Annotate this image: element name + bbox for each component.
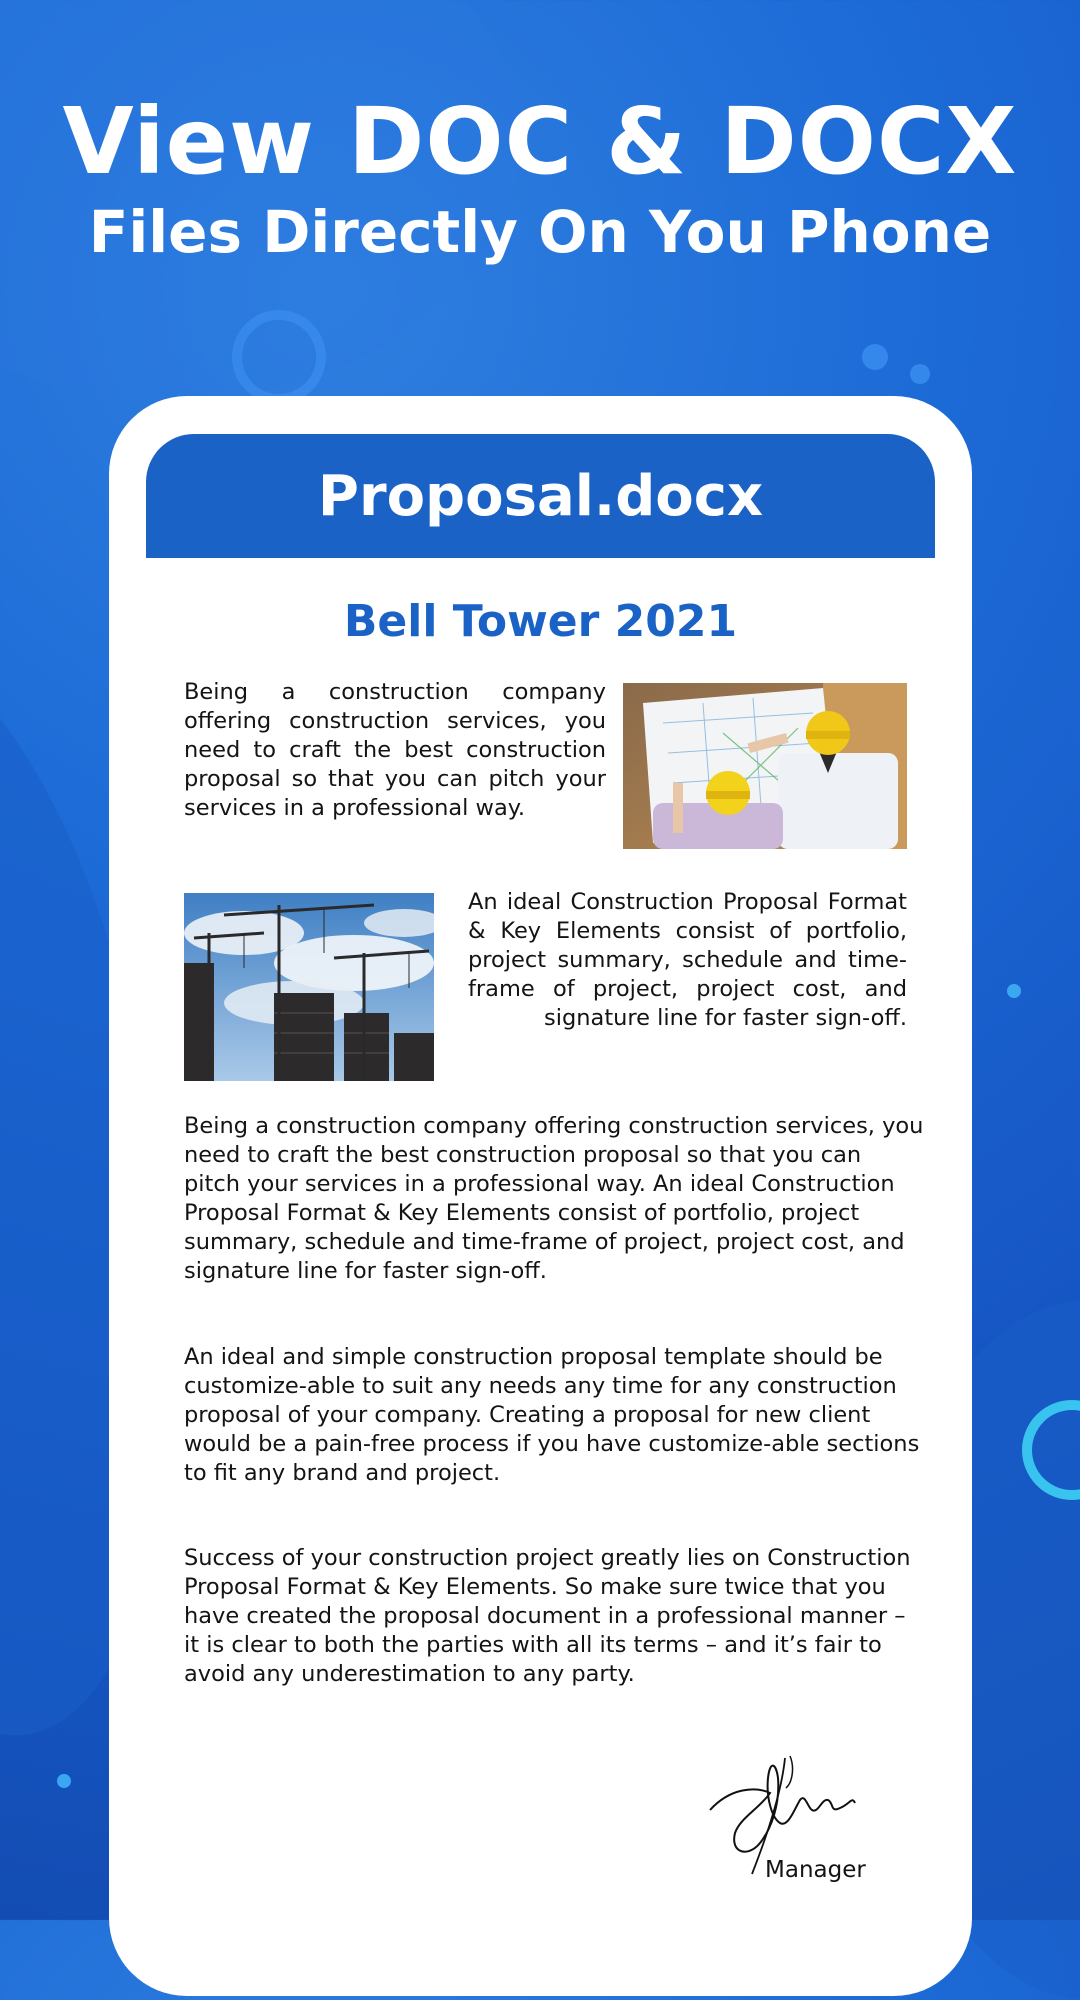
decorative-dot — [862, 344, 888, 370]
document-paragraph: Being a construction company offering construction services, you need to craft the best construction proposal so that you can pitch your services in a professional way. — [184, 679, 606, 821]
decorative-ring — [232, 310, 326, 404]
construction-cranes-image — [184, 893, 434, 1081]
document-header — [146, 434, 935, 558]
headline-title: View DOC & DOCX — [62, 88, 1018, 195]
decorative-dot — [910, 364, 930, 384]
decorative-dot — [1007, 984, 1021, 998]
engineers-blueprint-image — [623, 683, 907, 849]
document-paragraph: Being a construction company offering construction services, you need to craft the best construction proposal so that you can pitch your services in a professional way. An ideal Construction Proposal Format & Key Elements consist of portfolio, project summary, schedule and time-frame of project, project cost, and signature line for faster sign-off. — [184, 1113, 924, 1284]
signature-role: Manager — [765, 1857, 866, 1883]
document-title: Bell Tower 2021 — [343, 596, 738, 647]
document-paragraph: An ideal and simple construction proposal template should be customize-able to suit any needs any time for any construction proposal of your company. Creating a proposal for new client would be a pain-free process if you have customize-able sections to fit any brand and project. — [184, 1344, 920, 1486]
headline-subtitle: Files Directly On You Phone — [88, 198, 992, 266]
document-paragraph: Success of your construction project greatly lies on Construction Proposal Format & Key Elements. So make sure twice that you have created the proposal document in a professional manner – it is clear to both the parties with all its terms – and it’s fair to avoid any underestimation to any party. — [184, 1545, 911, 1687]
decorative-dot — [57, 1774, 71, 1788]
document-paragraph: An ideal Construction Proposal Format & Key Elements consist of portfolio, project summary, schedule and time-frame of project, project cost, and signature line for faster sign-off. — [468, 889, 907, 1031]
document-filename: Proposal.docx — [317, 463, 764, 529]
